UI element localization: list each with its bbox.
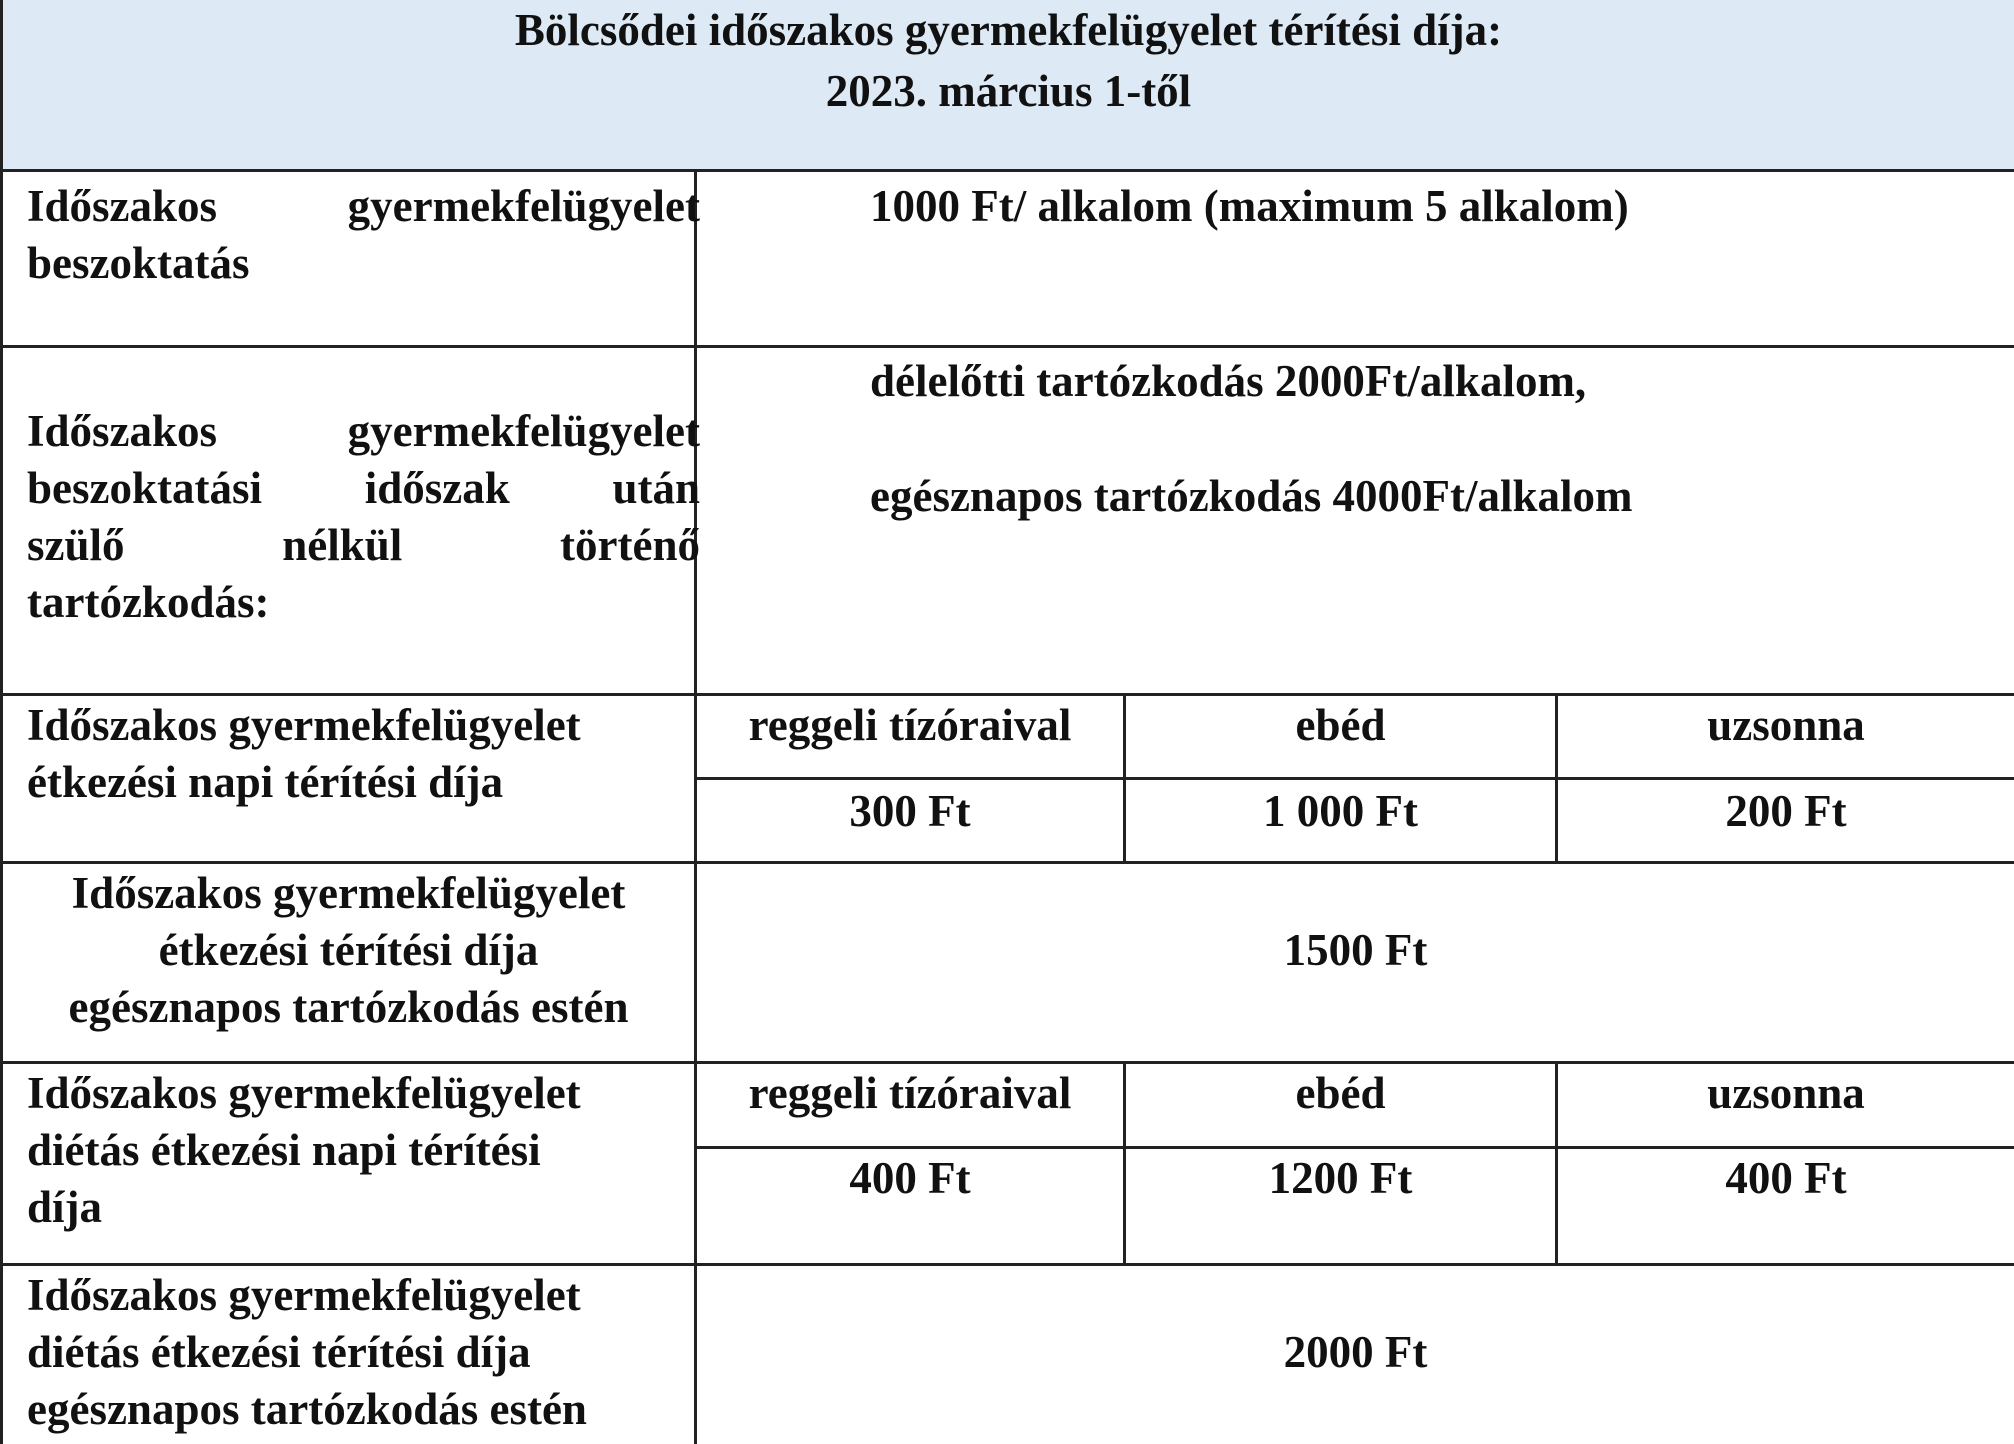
row-3-meal-3: uzsonna [1707, 700, 1865, 750]
row-5-price-1: 400 Ft [849, 1153, 971, 1203]
row-2-value-line-1: délelőtti tartózkodás 2000Ft/alkalom, [870, 356, 1587, 406]
row-5-meal-2: ebéd [1295, 1068, 1386, 1118]
row-6-label-line-1: Időszakos gyermekfelügyelet [27, 1270, 581, 1320]
row-3-label-line-1: Időszakos gyermekfelügyelet [27, 700, 581, 750]
row-6-label-line-3: egésznapos tartózkodás estén [27, 1384, 587, 1434]
row-2-label-line-2: beszoktatási időszak után [27, 463, 700, 513]
row-5-label-line-3: díja [27, 1182, 103, 1232]
row-5-label-line-1: Időszakos gyermekfelügyelet [27, 1068, 581, 1118]
row-3-label [0, 696, 700, 811]
row-2-value [697, 348, 2014, 525]
row-1-label-line-2: beszoktatás [27, 238, 250, 288]
row-3-meal-2: ebéd [1295, 700, 1386, 750]
row-1-label [0, 172, 700, 292]
row-6-value: 2000 Ft [1283, 1327, 1428, 1377]
row-4-label [0, 864, 697, 1036]
row-2-label-line-4: tartózkodás: [27, 577, 270, 627]
row-2-label [0, 348, 700, 631]
row-5-meal-3: uzsonna [1707, 1068, 1865, 1118]
row-1-value-text: 1000 Ft/ alkalom (maximum 5 alkalom) [870, 181, 1629, 231]
row-5-label-line-2: diétás étkezési napi térítési [27, 1125, 541, 1175]
row-4-label-line-2: étkezési térítési díja [158, 925, 539, 975]
row-4-label-line-3: egésznapos tartózkodás estén [68, 982, 629, 1032]
row-1-label-line-1: Időszakos gyermekfelügyelet [27, 181, 700, 231]
row-3-label-line-2: étkezési napi térítési díja [27, 757, 504, 807]
row-2-value-line-2: egésznapos tartózkodás 4000Ft/alkalom [870, 471, 1633, 521]
title-line-1: Bölcsődei időszakos gyermekfelügyelet térítési díja: [514, 5, 1503, 55]
row-6-label [0, 1266, 700, 1438]
row-3-price-3: 200 Ft [1725, 786, 1847, 836]
row-5-price-3: 400 Ft [1725, 1153, 1847, 1203]
row-3-meal-1: reggeli tízóraival [748, 700, 1072, 750]
row-5-price-2: 1200 Ft [1268, 1153, 1413, 1203]
row-2-label-line-1: Időszakos gyermekfelügyelet [27, 406, 700, 456]
row-4-label-line-1: Időszakos gyermekfelügyelet [71, 868, 626, 918]
row-5-label [0, 1064, 700, 1236]
row-3-price-2: 1 000 Ft [1263, 786, 1418, 836]
row-3-price-1: 300 Ft [849, 786, 971, 836]
row-6-label-line-2: diétás étkezési térítési díja [27, 1327, 531, 1377]
row-1-value [697, 172, 2014, 235]
row-4-value: 1500 Ft [1283, 925, 1428, 975]
row-5-meal-1: reggeli tízóraival [748, 1068, 1072, 1118]
table-title [0, 0, 2014, 172]
title-line-2: 2023. március 1-től [825, 66, 1192, 116]
row-2-label-line-3: szülő nélkül történő [27, 520, 700, 570]
